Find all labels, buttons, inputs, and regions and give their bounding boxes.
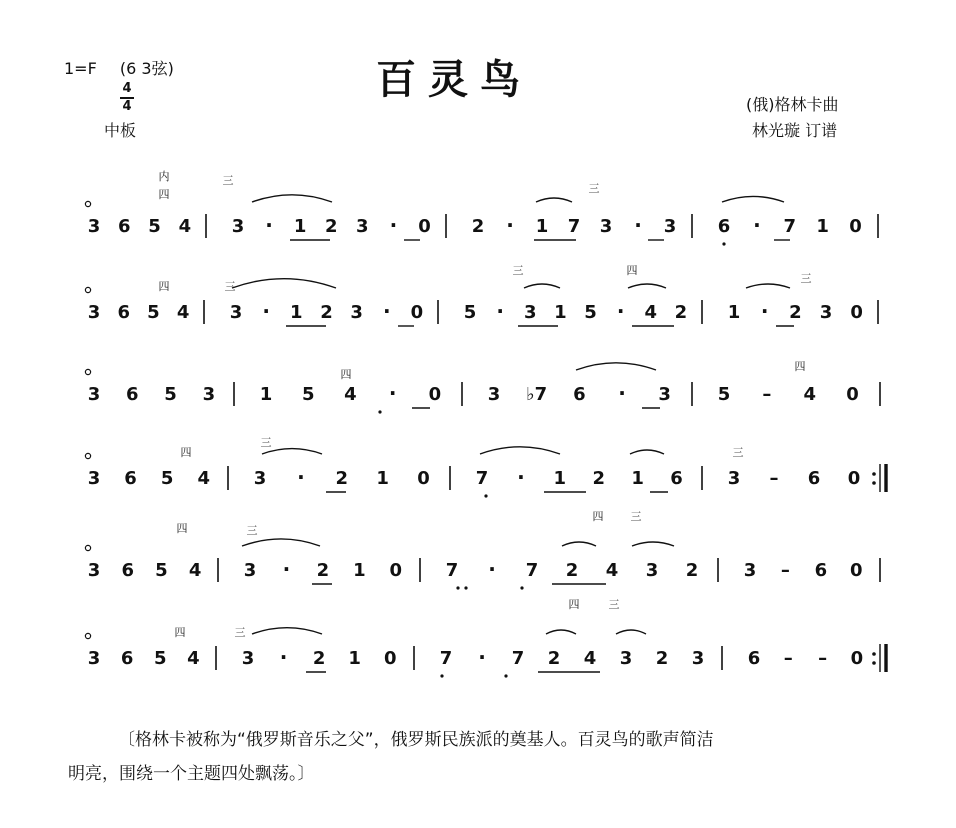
note-0: 0 [383,648,397,669]
note-2: 2 [335,468,349,489]
note-–: – [769,468,779,489]
dot-symbol: · [382,299,391,323]
note-5: 5 [301,384,315,405]
dot-symbol: · [616,299,625,323]
note-2: 2 [471,216,485,237]
note-6: 6 [117,302,130,323]
fingering-mark-si: 四 [180,446,192,459]
slur-arc [576,363,656,370]
fingering-mark-si: 四 [568,598,580,611]
note-2: 2 [312,648,326,669]
note-0: 0 [850,648,864,669]
note-3: 3 [819,302,833,323]
note-3: 3 [658,384,671,405]
note-6: 6 [573,384,586,405]
low-octave-dot [520,586,523,589]
note-4: 4 [605,560,619,581]
fingering-mark-si: 四 [158,188,170,201]
note-1: 1 [353,560,366,581]
time-top: 4 [122,81,132,96]
fingering-mark-si: 四 [174,626,186,639]
note-2: 2 [324,216,338,237]
open-string-mark [85,369,90,374]
composer-credit: (俄)格林卡曲 [746,95,839,114]
slur-arc [524,284,560,288]
dot-symbol: · [297,465,305,489]
note-5: 5 [154,648,167,669]
note-–: – [818,648,828,669]
slur-arc [232,279,336,288]
note-4: 4 [583,648,597,669]
slur-arc [252,628,322,634]
dot-symbol: · [478,645,486,669]
low-octave-dot [504,674,507,677]
fingering-mark-nei: 内 [158,170,170,183]
note-0: 0 [389,560,403,581]
note-3: 3 [87,384,101,405]
note-0: 0 [428,384,442,405]
note-3: 3 [599,216,613,237]
fingering-mark-san: 三 [630,510,642,523]
note-0: 0 [410,302,424,323]
note-–: – [762,384,772,405]
note-1: 1 [290,302,303,323]
repeat-dot [872,481,876,485]
slur-arc [252,195,332,202]
dot-symbol: · [496,299,504,323]
note-3: 3 [743,560,757,581]
note-flat7: ♭7 [526,384,548,405]
slur-arc [536,198,572,202]
dot-symbol: · [506,213,514,237]
note-6: 6 [717,216,731,237]
fingering-mark-si: 四 [340,368,352,381]
note-6: 6 [807,468,821,489]
note-6: 6 [118,216,131,237]
dot-symbol: · [262,299,270,323]
note-1: 1 [293,216,307,237]
dot-symbol: · [488,557,496,581]
note-7: 7 [525,560,539,581]
open-string-mark [85,453,90,458]
note-3: 3 [243,560,257,581]
fingering-mark-si: 四 [794,360,806,373]
note-7: 7 [439,648,453,669]
fingering-mark-san: 三 [732,446,744,459]
note-3: 3 [87,468,101,489]
note-7: 7 [783,216,797,237]
fingering-mark-san: 三 [222,174,234,187]
slur-arc [616,630,646,634]
note-1: 1 [376,468,389,489]
note-3: 3 [350,302,363,323]
note-6: 6 [120,648,134,669]
note-2: 2 [789,302,802,323]
note-4: 4 [176,302,190,323]
fingering-mark-san: 三 [512,264,524,277]
slur-arc [630,450,664,454]
note-3: 3 [229,302,243,323]
open-string-mark [85,201,90,206]
tempo-label: 中板 [104,121,137,140]
dot-symbol: · [517,465,525,489]
note-6: 6 [747,648,761,669]
note-2: 2 [547,648,561,669]
note-0: 0 [849,216,862,237]
low-octave-dot [722,242,725,245]
note-–: – [783,648,793,669]
open-string-mark [85,287,90,292]
fingering-mark-si: 四 [176,522,188,535]
note-1: 1 [535,216,549,237]
fingering-mark-san: 三 [246,524,258,537]
low-octave-dot [464,586,467,589]
note-7: 7 [475,468,489,489]
note-5: 5 [148,216,161,237]
fingering-mark-san: 三 [234,626,246,639]
note-6: 6 [121,560,134,581]
note-3: 3 [619,648,633,669]
note-7: 7 [445,560,459,581]
note-4: 4 [178,216,192,237]
fingering-mark-san: 三 [224,280,236,293]
note-6: 6 [126,384,139,405]
dot-symbol: · [753,213,761,237]
note-4: 4 [344,384,357,405]
dot-symbol: · [389,213,398,237]
note-3: 3 [253,468,267,489]
note-5: 5 [463,302,477,323]
note-7: 7 [567,216,581,237]
note-0: 0 [847,468,861,489]
arranger-credit: 林光璇 订谱 [752,121,838,140]
fingering-mark-si: 四 [592,510,604,523]
note-4: 4 [197,468,210,489]
note-0: 0 [846,384,859,405]
open-string-mark [85,545,90,550]
note-0: 0 [850,302,863,323]
note-3: 3 [87,216,101,237]
dot-symbol: · [388,381,397,405]
note-1: 1 [348,648,361,669]
note-3: 3 [727,468,741,489]
dot-symbol: · [279,645,288,669]
slur-arc [632,542,674,546]
repeat-dot [872,472,876,476]
note-1: 1 [259,384,273,405]
note-2: 2 [674,302,688,323]
note-5: 5 [717,384,731,405]
repeat-dot [872,652,876,656]
note-3: 3 [202,384,216,405]
fingering-mark-si: 四 [626,264,638,277]
low-octave-dot [378,410,381,413]
note-5: 5 [164,384,177,405]
dot-symbol: · [282,557,291,581]
note-0: 0 [417,468,430,489]
fingering-mark-si: 四 [158,280,170,293]
note-–: – [780,560,790,581]
note-2: 2 [565,560,579,581]
note-1: 1 [554,302,567,323]
slur-arc [242,539,320,546]
note-3: 3 [87,648,101,669]
low-octave-dot [440,674,443,677]
note-3: 3 [487,384,501,405]
slur-arc [562,542,596,546]
dot-symbol: · [618,381,626,405]
note-3: 3 [87,560,101,581]
fingering-mark-san: 三 [800,272,812,285]
note-3: 3 [645,560,659,581]
note-0: 0 [418,216,431,237]
note-0: 0 [850,560,863,581]
note-3: 3 [231,216,245,237]
slur-arc [480,447,560,454]
dot-symbol: · [265,213,273,237]
fingering-mark-san: 三 [260,436,272,449]
note-2: 2 [655,648,669,669]
note-3: 3 [524,302,537,323]
repeat-dot [872,661,876,665]
low-octave-dot [484,494,487,497]
key-label: 1=F [64,59,97,78]
dot-symbol: · [760,299,769,323]
note-1: 1 [553,468,567,489]
fingering-mark-san: 三 [608,598,620,611]
note-4: 4 [644,302,658,323]
note-5: 5 [160,468,174,489]
note-5: 5 [155,560,168,581]
low-octave-dot [456,586,459,589]
slur-arc [746,284,790,288]
dot-symbol: · [634,213,642,237]
note-1: 1 [727,302,741,323]
note-6: 6 [814,560,828,581]
description-line-2: 明亮，围绕一个主题四处飘荡。〕 [68,764,315,784]
slur-arc [722,196,784,202]
note-7: 7 [511,648,525,669]
open-string-mark [85,633,90,638]
note-1: 1 [816,216,829,237]
slur-arc [262,449,322,454]
note-4: 4 [187,648,200,669]
note-2: 2 [592,468,605,489]
note-4: 4 [188,560,202,581]
note-4: 4 [803,384,816,405]
fingering-mark-san: 三 [588,182,600,195]
note-3: 3 [356,216,369,237]
note-2: 2 [316,560,330,581]
note-3: 3 [87,302,101,323]
note-2: 2 [320,302,333,323]
note-6: 6 [124,468,137,489]
time-bottom: 4 [122,99,132,114]
note-6: 6 [670,468,683,489]
note-3: 3 [241,648,255,669]
description-line-1: 〔格林卡被称为“俄罗斯音乐之父”，俄罗斯民族派的奠基人。百灵鸟的歌声简洁 [118,730,714,750]
note-3: 3 [663,216,677,237]
note-3: 3 [691,648,705,669]
slur-arc [628,284,666,288]
note-5: 5 [147,302,160,323]
page-title: 百灵鸟 [376,57,532,103]
note-5: 5 [584,302,597,323]
slur-arc [546,630,576,634]
tuning-label: (6 3弦) [119,59,174,78]
note-1: 1 [631,468,644,489]
note-2: 2 [685,560,699,581]
